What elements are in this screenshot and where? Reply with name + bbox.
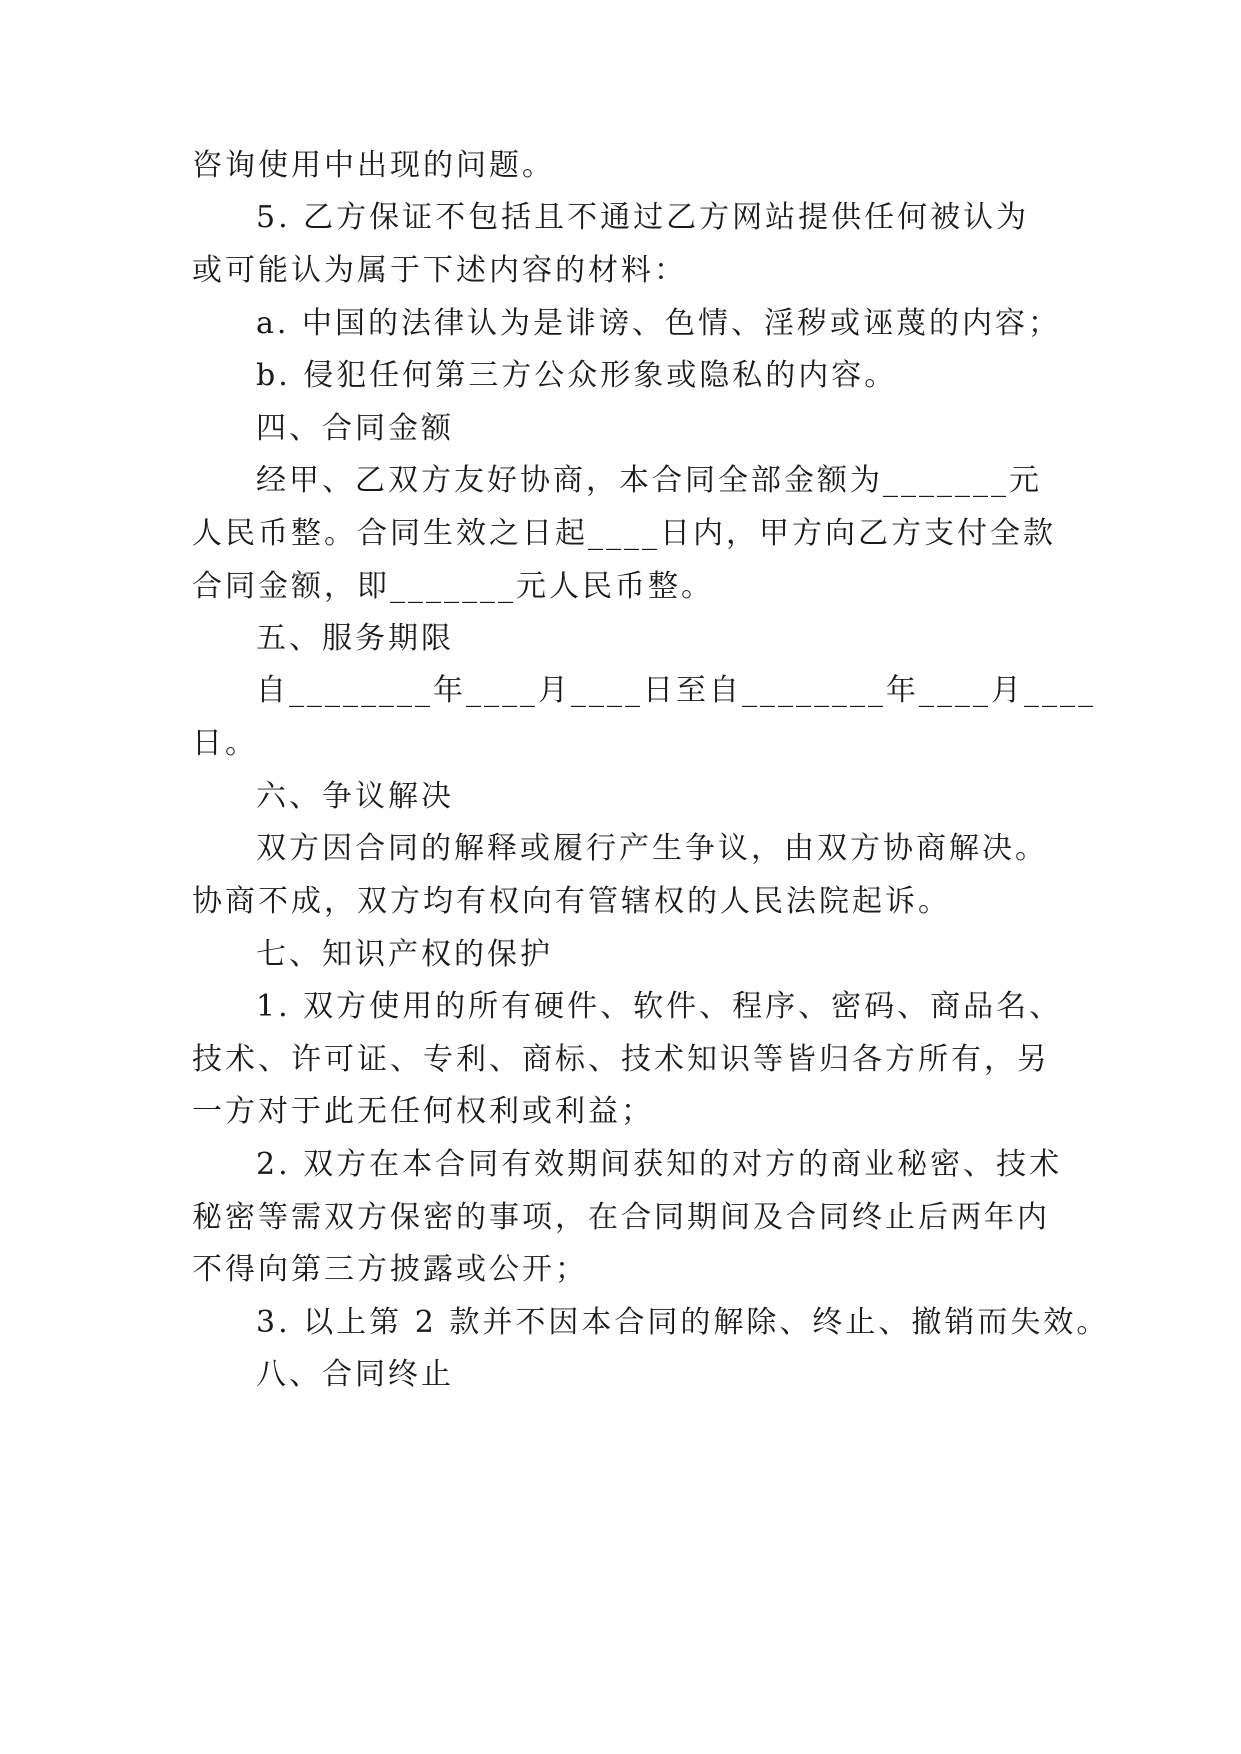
text-line: 1. 双方使用的所有硬件、软件、程序、密码、商品名、 bbox=[256, 989, 1063, 1024]
section-heading: 六、争议解决 bbox=[256, 779, 454, 814]
text-line: 经甲、乙双方友好协商，本合同全部金额为_______元 bbox=[256, 463, 1042, 498]
section-heading: 四、合同金额 bbox=[256, 411, 454, 446]
text-line: 协商不成，双方均有权向有管辖权的人民法院起诉。 bbox=[192, 884, 951, 919]
section-heading: 七、知识产权的保护 bbox=[256, 937, 553, 972]
text-line: 技术、许可证、专利、商标、技术知识等皆归各方所有，另 bbox=[192, 1042, 1050, 1077]
text-line: 一方对于此无任何权利或利益； bbox=[192, 1094, 654, 1129]
text-line: 人民币整。合同生效之日起____日内，甲方向乙方支付全款 bbox=[192, 516, 1056, 551]
text-line: a. 中国的法律认为是诽谤、色情、淫秽或诬蔑的内容； bbox=[256, 306, 1061, 341]
text-line: 自________年____月____日至自________年____月____ bbox=[256, 673, 1096, 708]
text-line: 3. 以上第 2 款并不因本合同的解除、终止、撤销而失效。 bbox=[256, 1305, 1110, 1340]
section-heading: 八、合同终止 bbox=[256, 1357, 454, 1392]
section-heading: 五、服务期限 bbox=[256, 621, 454, 656]
text-line: 咨询使用中出现的问题。 bbox=[192, 148, 555, 183]
text-line: 或可能认为属于下述内容的材料： bbox=[192, 253, 687, 288]
text-line: 2. 双方在本合同有效期间获知的对方的商业秘密、技术 bbox=[256, 1147, 1063, 1182]
text-line: 不得向第三方披露或公开； bbox=[192, 1252, 588, 1287]
text-line: 秘密等需双方保密的事项，在合同期间及合同终止后两年内 bbox=[192, 1200, 1050, 1235]
text-line: 合同金额，即_______元人民币整。 bbox=[192, 569, 714, 604]
text-line: 日。 bbox=[192, 726, 258, 761]
text-line: b. 侵犯任何第三方公众形象或隐私的内容。 bbox=[256, 358, 898, 393]
text-line: 双方因合同的解释或履行产生争议，由双方协商解决。 bbox=[256, 831, 1048, 866]
text-line: 5. 乙方保证不包括且不通过乙方网站提供任何被认为 bbox=[256, 200, 1030, 235]
